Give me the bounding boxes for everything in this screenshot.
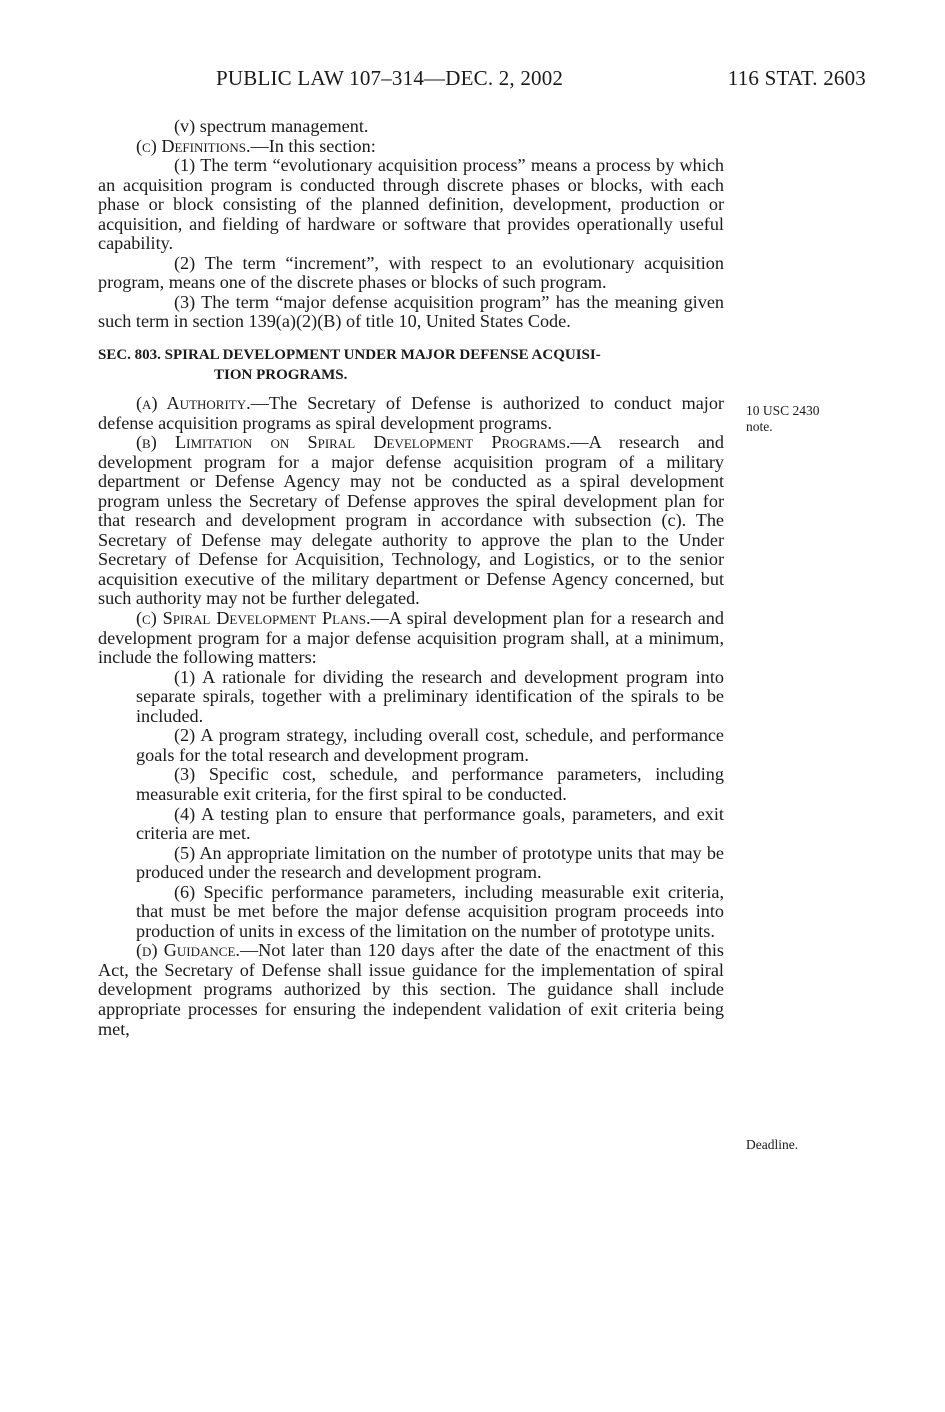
subsection-c-plans: [98, 609, 724, 668]
section-heading-line1: SEC. 803. SPIRAL DEVELOPMENT UNDER MAJOR DEFENSE ACQUISI-: [98, 347, 601, 364]
subsection-heading: (d) Guidance.: [136, 940, 240, 961]
running-head-stat-page: 116 STAT. 2603: [727, 66, 866, 90]
subsection-heading: (a) Authority.: [136, 393, 251, 414]
plan-item: (3) Specific cost, schedule, and performance parameters, including measurable exit criteria, for the first spiral to be conducted.: [136, 764, 724, 804]
plan-item: (5) An appropriate limitation on the number of prototype units that may be produced under the research and development program.: [136, 842, 724, 883]
margin-note-deadline: Deadline.: [746, 1137, 799, 1152]
clause-v: (v) spectrum management.: [174, 116, 369, 136]
margin-note-usc-line1: 10 USC 2430: [746, 403, 820, 418]
section-803-heading: [98, 345, 724, 385]
subsection-b-limitation: [98, 433, 724, 609]
subsection-text: —In this section:: [250, 135, 376, 156]
plan-item: (6) Specific performance parameters, including measurable exit criteria, that must be met before the major defense acquisition program proceeds into production of units in excess of the limitation on the number of prototype units.: [136, 881, 724, 941]
subsection-heading: (c) Definitions.: [136, 135, 251, 156]
subsection-heading: (c) Spiral Development Plans.: [136, 608, 371, 629]
definition-2: (2) The term “increment”, with respect to an evolutionary acquisition program, means one of the discrete phases or blocks of such program.: [98, 252, 724, 293]
subsection-a-authority: [98, 394, 724, 433]
subsection-text: —A research and development program for a major defense acquisition program of a military department or Defense Agency may not be conducted as a spiral development program unless the Secretary of Defense approves the spiral development plan for that research and development program in accordance with subsection (c). The Secretary of Defense may delegate authority to approve the plan to the Under Secretary of Defense for Acquisition, Technology, and Logistics, or to the senior acquisition executive of the military department or Defense Agency concerned, but such authority may not be further delegated.: [98, 432, 724, 609]
plan-item: (1) A rationale for dividing the research and development program into separate spirals, together with a preliminary identification of the spirals to be included.: [136, 666, 724, 726]
running-head-citation: PUBLIC LAW 107–314—DEC. 2, 2002: [216, 66, 564, 90]
definition-1: (1) The term “evolutionary acquisition process” means a process by which an acquisition program is conducted through discrete phases or blocks, with each phase or block consisting of the planned definition, development, production or acquisition, and fielding of hardware or software that provides operationally useful capability.: [98, 155, 724, 254]
subsection-c-definitions: [98, 137, 724, 157]
plan-item: (4) A testing plan to ensure that performance goals, parameters, and exit criteria are met.: [136, 803, 724, 844]
subsection-d-guidance: [98, 941, 724, 1039]
margin-note-usc-line2: note.: [746, 419, 773, 434]
plan-item: (2) A program strategy, including overall cost, schedule, and performance goals for the total research and development program.: [136, 725, 724, 765]
subsection-text: —The Secretary of Defense is authorized to conduct major defense acquisition programs as spiral development programs.: [98, 393, 724, 433]
subsection-text: —A spiral development plan for a research and development program for a major defense acquisition program shall, at a minimum, include the following matters:: [98, 608, 724, 668]
subsection-heading: (b) Limitation on Spiral Development Programs.: [136, 432, 571, 453]
body-text: [98, 117, 724, 1039]
margin-note-usc: [746, 403, 820, 435]
subsection-text: —Not later than 120 days after the date of the enactment of this Act, the Secretary of Defense shall issue guidance for the implementation of spiral development programs authorized by this section. The guidance shall include appropriate processes for ensuring the independent validation of exit criteria being met,: [98, 940, 724, 1039]
section-heading-line2: TION PROGRAMS.: [214, 367, 348, 384]
definition-3: (3) The term “major defense acquisition program” has the meaning given such term in section 139(a)(2)(B) of title 10, United States Code.: [98, 291, 724, 332]
